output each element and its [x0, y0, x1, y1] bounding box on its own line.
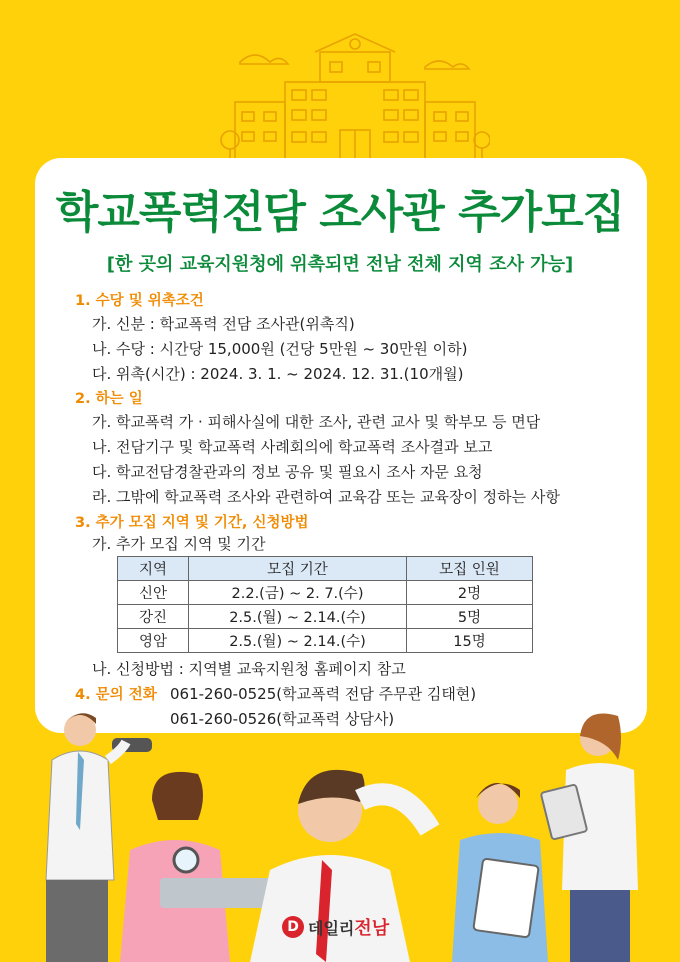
- table-cell-count: 2명: [407, 581, 533, 605]
- page-subtitle: [한 곳의 교육지원청에 위촉되면 전남 전체 지역 조사 가능]: [106, 254, 574, 275]
- table-cell-region: 영암: [118, 629, 189, 653]
- table-row: [118, 605, 533, 629]
- logo-text-part2: 전남: [354, 918, 390, 939]
- section-heading-4: 4. 문의 전화: [75, 687, 157, 703]
- section-2-item-1: 가. 학교폭력 가 · 피해사실에 대한 조사, 관련 교사 및 학부모 등 면담: [92, 413, 541, 431]
- woman-with-tablet-figure: [541, 714, 638, 962]
- contact-phone-2: 061-260-0526(학교폭력 상담사): [170, 710, 395, 728]
- table-cell-period: 2.5.(월) ~ 2.14.(수): [189, 605, 407, 629]
- section-1-item-1: 가. 신분 : 학교폭력 전담 조사관(위촉직): [92, 315, 355, 333]
- section-heading-2: 2. 하는 일: [75, 391, 143, 407]
- logo-text-part1: 데일리: [308, 918, 355, 938]
- table-cell-period: 2.2.(금) ~ 2. 7.(수): [189, 581, 407, 605]
- logo-d-icon: D: [282, 916, 304, 938]
- section-heading-3: 3. 추가 모집 지역 및 기간, 신청방법: [75, 515, 309, 531]
- table-cell-region: 강진: [118, 605, 189, 629]
- section-3-item-2: 나. 신청방법 : 지역별 교육지원청 홈페이지 참고: [92, 660, 406, 678]
- table-cell-period: 2.5.(월) ~ 2.14.(수): [189, 629, 407, 653]
- table-header-cell: 모집 인원: [407, 557, 533, 581]
- table-header-row: [118, 557, 533, 581]
- table-cell-count: 5명: [407, 605, 533, 629]
- woman-with-magnifier-figure: [120, 772, 280, 962]
- table-cell-count: 15명: [407, 629, 533, 653]
- school-building-illustration: [220, 22, 490, 162]
- section-2-item-3: 다. 학교전담경찰관과의 정보 공유 및 필요시 조사 자문 요청: [92, 463, 483, 481]
- table-row: [118, 629, 533, 653]
- table-cell-region: 신안: [118, 581, 189, 605]
- section-3-item-1: 가. 추가 모집 지역 및 기간: [92, 535, 266, 553]
- recruitment-table: [117, 556, 533, 653]
- page-title: 학교폭력전담 조사관 추가모집: [55, 187, 625, 238]
- man-with-clipboard-figure: [452, 783, 548, 962]
- section-heading-1: 1. 수당 및 위촉조건: [75, 293, 204, 309]
- section-1-item-3: 다. 위촉(시간) : 2024. 3. 1. ~ 2024. 12. 31.(10개월): [92, 365, 464, 383]
- section-2-item-2: 나. 전담기구 및 학교폭력 사례회의에 학교폭력 조사결과 보고: [92, 438, 493, 456]
- section-1-item-2: 나. 수당 : 시간당 15,000원 (건당 5만원 ~ 30만원 이하): [92, 340, 468, 358]
- table-header-cell: 모집 기간: [189, 557, 407, 581]
- table-row: [118, 581, 533, 605]
- table-header-cell: 지역: [118, 557, 189, 581]
- brand-logo: [282, 912, 389, 942]
- section-2-item-4: 라. 그밖에 학교폭력 조사와 관련하여 교육감 또는 교육장이 정하는 사항: [92, 488, 560, 506]
- contact-phone-1: 061-260-0525(학교폭력 전담 주무관 김태현): [170, 685, 477, 703]
